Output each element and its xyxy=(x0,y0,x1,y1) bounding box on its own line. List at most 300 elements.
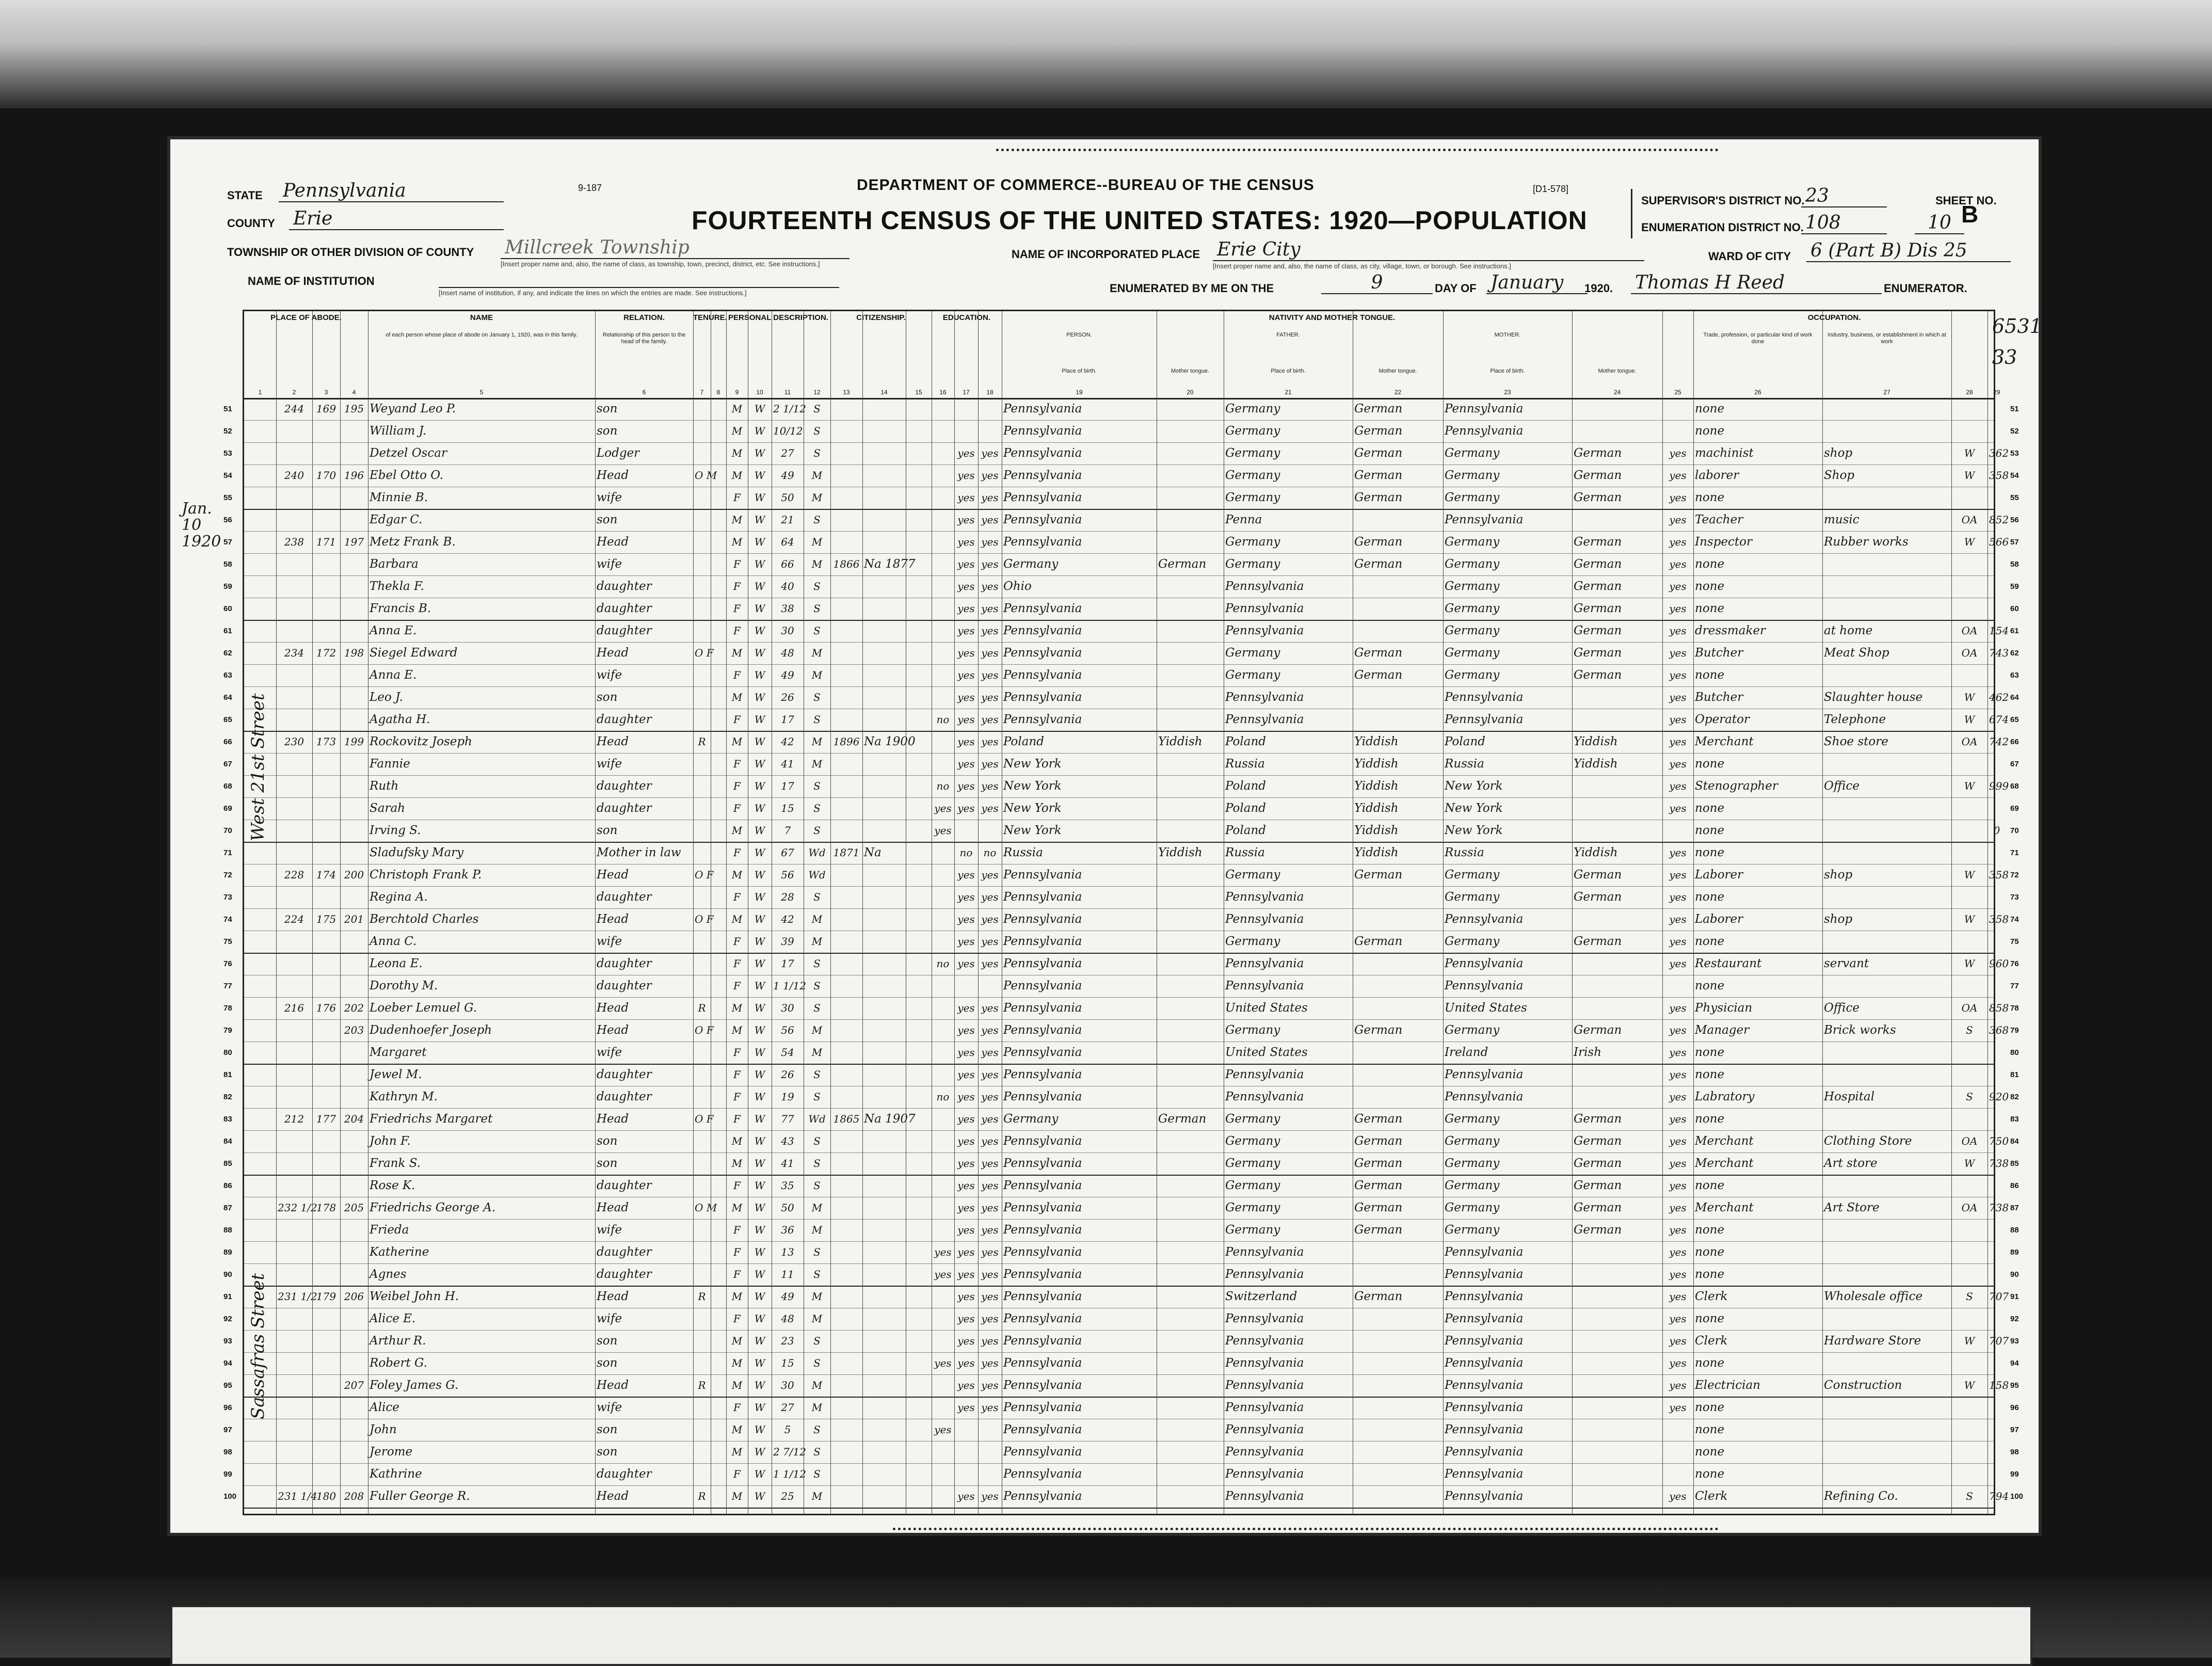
cell-sex: M xyxy=(731,1024,743,1036)
cell-write: yes xyxy=(981,491,999,504)
cell-house xyxy=(278,975,311,997)
cell-race: W xyxy=(754,1379,765,1391)
cell-street xyxy=(246,598,275,620)
cell-marital: S xyxy=(813,514,821,526)
cell-f-tongue: German xyxy=(1354,1157,1403,1170)
cell-write: yes xyxy=(981,1157,999,1170)
cell-name: Christoph Frank P. xyxy=(370,868,482,882)
state-value: Pennsylvania xyxy=(279,181,504,202)
cell-imm xyxy=(832,531,861,553)
cell-f-birth: Germany xyxy=(1225,402,1280,415)
cell-tongue xyxy=(1158,1152,1222,1175)
cell-school: yes xyxy=(934,824,952,837)
cell-dwelling xyxy=(314,1263,339,1286)
cell-occupation: Butcher xyxy=(1695,646,1743,660)
cell-street xyxy=(246,1042,275,1064)
cell-tenure xyxy=(695,842,709,864)
line-number-right: 91 xyxy=(2010,1292,2019,1301)
cell-marital: S xyxy=(813,1179,821,1192)
cell-english: yes xyxy=(1669,1401,1687,1414)
cell-tenure: O M xyxy=(695,469,717,482)
cell-read: yes xyxy=(957,602,975,615)
cell-dwelling xyxy=(314,575,339,598)
cell-street xyxy=(246,642,275,664)
cell-age: 11 xyxy=(781,1268,794,1280)
cell-relation: son xyxy=(597,1356,618,1370)
cell-house xyxy=(278,1064,311,1086)
cell-street xyxy=(246,398,275,420)
cell-race: W xyxy=(754,1179,765,1192)
cell-street xyxy=(246,1463,275,1485)
cell-age: 41 xyxy=(781,1157,794,1170)
cell-industry: Office xyxy=(1824,779,1860,793)
cell-tenure: R xyxy=(698,1490,706,1502)
cell-family xyxy=(342,686,366,709)
cell-sex: M xyxy=(731,1157,743,1170)
cell-occupation: Merchant xyxy=(1695,1157,1754,1170)
cell-write: yes xyxy=(981,780,999,792)
cell-marital: M xyxy=(811,1224,823,1236)
cell-marital: Wd xyxy=(808,846,826,859)
cell-english: yes xyxy=(1669,735,1687,748)
cell-occupation: none xyxy=(1695,1445,1725,1459)
cell-street xyxy=(246,1175,275,1197)
cell-marital: S xyxy=(813,580,821,592)
enumeration-value: 108 xyxy=(1801,213,1887,234)
census-row xyxy=(223,1064,2019,1086)
cell-occupation: laborer xyxy=(1695,469,1739,482)
cell-marital: S xyxy=(813,780,821,792)
cell-birth: Pennsylvania xyxy=(1003,1401,1082,1414)
cell-m-tongue xyxy=(1574,1397,1661,1419)
cell-occupation: none xyxy=(1695,1312,1725,1325)
cell-age: 17 xyxy=(781,780,794,792)
cell-write: yes xyxy=(981,935,999,948)
cell-family: 207 xyxy=(344,1379,364,1391)
cell-f-birth: Pennsylvania xyxy=(1225,1423,1304,1436)
cell-english: yes xyxy=(1669,1224,1687,1236)
census-row xyxy=(223,1441,2019,1464)
cell-f-tongue xyxy=(1354,1330,1441,1352)
line-number-right: 59 xyxy=(2010,582,2019,591)
cell-marital: S xyxy=(813,425,821,437)
cell-m-tongue xyxy=(1574,1419,1661,1441)
cell-sex: F xyxy=(733,713,741,726)
cell-read: yes xyxy=(957,957,975,970)
cell-occupation: Restaurant xyxy=(1695,957,1762,970)
cell-tongue: Yiddish xyxy=(1158,846,1203,859)
cell-house: 224 xyxy=(284,913,304,925)
cell-race: W xyxy=(754,869,765,881)
cell-write: yes xyxy=(981,1113,999,1125)
cell-f-birth: Germany xyxy=(1225,1179,1280,1192)
cell-house: 230 xyxy=(284,735,304,748)
cell-class xyxy=(1953,886,1986,908)
cell-read: yes xyxy=(957,1290,975,1303)
cell-occupation: machinist xyxy=(1695,446,1754,460)
cell-age: 30 xyxy=(781,624,794,637)
cell-code xyxy=(1989,1042,2005,1064)
cell-sex: F xyxy=(733,780,741,792)
cell-marital: S xyxy=(813,1446,821,1458)
cell-race: W xyxy=(754,1312,765,1325)
cell-occupation: none xyxy=(1695,1179,1725,1192)
cell-nat xyxy=(864,797,904,820)
cell-imm xyxy=(832,398,861,420)
cell-dwelling: 176 xyxy=(316,1002,336,1014)
cell-house xyxy=(278,1352,311,1374)
cell-race: W xyxy=(754,647,765,659)
cell-industry xyxy=(1824,931,1950,953)
cell-read: yes xyxy=(957,1335,975,1347)
cell-code: 358 xyxy=(1989,469,2009,482)
cell-m-birth: Pennsylvania xyxy=(1445,1489,1524,1503)
cell-industry xyxy=(1824,1241,1950,1263)
cell-family xyxy=(342,775,366,797)
cell-read: yes xyxy=(957,447,975,459)
cell-f-tongue: German xyxy=(1354,402,1403,415)
cell-read: yes xyxy=(957,713,975,726)
column-number: 17 xyxy=(963,389,970,396)
cell-marital: M xyxy=(811,669,823,681)
line-number-left: 86 xyxy=(223,1181,232,1190)
cell-relation: Head xyxy=(597,735,629,748)
cell-marital: Wd xyxy=(808,869,826,881)
cell-relation: Head xyxy=(597,469,629,482)
cell-race: W xyxy=(754,891,765,903)
cell-marital: S xyxy=(813,1135,821,1147)
cell-tongue xyxy=(1158,1485,1222,1508)
line-number-left: 53 xyxy=(223,448,232,458)
cell-race: W xyxy=(754,957,765,970)
cell-nat xyxy=(864,1219,904,1241)
cell-tongue xyxy=(1158,1219,1222,1241)
cell-english: yes xyxy=(1669,1246,1687,1258)
cell-industry xyxy=(1824,1463,1950,1485)
cell-marital: M xyxy=(811,1202,823,1214)
cell-occupation: none xyxy=(1695,557,1725,571)
cell-name: Kathrine xyxy=(370,1467,422,1481)
cell-school xyxy=(933,464,953,487)
cell-marital: M xyxy=(811,469,823,482)
line-number-left: 88 xyxy=(223,1225,232,1235)
cell-nat xyxy=(864,1330,904,1352)
township-value: Millcreek Township xyxy=(501,237,849,259)
cell-code: 358 xyxy=(1989,913,2009,925)
line-number-left: 83 xyxy=(223,1114,232,1124)
cell-read: no xyxy=(959,846,973,859)
cell-birth: Pennsylvania xyxy=(1003,1046,1082,1059)
cell-m-tongue: German xyxy=(1574,890,1622,904)
census-row xyxy=(223,1263,2019,1287)
cell-occupation: Electrician xyxy=(1695,1379,1760,1392)
cell-m-tongue: Irish xyxy=(1574,1046,1602,1059)
cell-occupation: Merchant xyxy=(1695,735,1754,748)
cell-industry xyxy=(1824,886,1950,908)
cell-birth: Pennsylvania xyxy=(1003,1489,1082,1503)
column-number: 13 xyxy=(843,389,850,396)
cell-race: W xyxy=(754,514,765,526)
line-number-left: 84 xyxy=(223,1136,232,1146)
cell-m-birth: Poland xyxy=(1445,735,1485,748)
cell-industry: Brick works xyxy=(1824,1023,1896,1037)
cell-dwelling xyxy=(314,553,339,575)
cell-m-tongue xyxy=(1574,1441,1661,1463)
cell-occupation: none xyxy=(1695,402,1725,415)
cell-tenure xyxy=(695,664,709,686)
cell-name: Weyand Leo P. xyxy=(370,402,456,415)
cell-class xyxy=(1953,398,1986,420)
cell-dwelling: 173 xyxy=(316,735,336,748)
cell-tongue xyxy=(1158,1064,1222,1086)
cell-f-birth: Pennsylvania xyxy=(1225,1268,1304,1281)
cell-marital: S xyxy=(813,602,821,615)
cell-birth: Pennsylvania xyxy=(1003,1268,1082,1281)
cell-f-tongue xyxy=(1354,1064,1441,1086)
line-number-right: 97 xyxy=(2010,1425,2019,1434)
cell-imm xyxy=(832,820,861,842)
cell-relation: wife xyxy=(597,668,622,682)
cell-m-tongue xyxy=(1574,1330,1661,1352)
cell-sex: M xyxy=(731,1379,743,1391)
cell-age: 54 xyxy=(781,1046,794,1059)
cell-m-birth: Pennsylvania xyxy=(1445,713,1524,726)
cell-family xyxy=(342,931,366,953)
cell-nat: Na 1877 xyxy=(864,557,916,571)
cell-tenure xyxy=(695,509,709,531)
cell-house xyxy=(278,487,311,509)
cell-nat xyxy=(864,1441,904,1463)
cell-age: 35 xyxy=(781,1179,794,1192)
column-rule xyxy=(1662,311,1663,1514)
cell-english: yes xyxy=(1669,802,1687,814)
cell-m-tongue xyxy=(1574,953,1661,975)
cell-relation: daughter xyxy=(597,802,652,815)
nativity-subhead-3: Mother tongue. xyxy=(1379,368,1417,374)
cell-age: 49 xyxy=(781,1290,794,1303)
column-number: 29 xyxy=(1993,389,2000,396)
sheet-number: 10 xyxy=(1915,213,1964,234)
cell-class: W xyxy=(1964,691,1975,703)
cell-school xyxy=(933,398,953,420)
cell-birth: Pennsylvania xyxy=(1003,868,1082,882)
cell-race: W xyxy=(754,1224,765,1236)
cell-m-tongue: German xyxy=(1574,1112,1622,1126)
cell-english xyxy=(1664,1419,1692,1441)
cell-tongue xyxy=(1158,753,1222,775)
cell-industry xyxy=(1824,753,1950,775)
line-number-left: 95 xyxy=(223,1381,232,1390)
cell-street xyxy=(246,975,275,997)
cell-marital: M xyxy=(811,1490,823,1502)
cell-relation: wife xyxy=(597,491,622,504)
cell-occupation: none xyxy=(1695,890,1725,904)
cell-birth: New York xyxy=(1003,757,1062,771)
cell-name: John xyxy=(370,1423,397,1436)
cell-house xyxy=(278,1330,311,1352)
column-number: 4 xyxy=(352,389,356,396)
cell-street xyxy=(246,1485,275,1508)
line-number-left: 73 xyxy=(223,892,232,902)
census-row xyxy=(223,509,2019,532)
cell-imm xyxy=(832,464,861,487)
cell-tongue: Yiddish xyxy=(1158,735,1203,748)
cell-m-tongue xyxy=(1574,797,1661,820)
line-number-left: 61 xyxy=(223,626,232,635)
census-row xyxy=(223,1042,2019,1065)
cell-family: 196 xyxy=(344,469,364,482)
cell-nat xyxy=(864,686,904,709)
cell-m-tongue xyxy=(1574,1485,1661,1508)
cell-tongue xyxy=(1158,1241,1222,1263)
cell-tenure: O M xyxy=(695,1202,717,1214)
cell-name: Robert G. xyxy=(370,1356,427,1370)
census-row xyxy=(223,1397,2019,1419)
cell-race: W xyxy=(754,1335,765,1347)
cell-class: W xyxy=(1964,957,1975,970)
cell-birth: Pennsylvania xyxy=(1003,1157,1082,1170)
cell-class xyxy=(1953,1352,1986,1374)
cell-read: yes xyxy=(957,1357,975,1369)
cell-birth: Pennsylvania xyxy=(1003,1223,1082,1237)
cell-age: 49 xyxy=(781,469,794,482)
cell-family: 206 xyxy=(344,1290,364,1303)
line-number-left: 96 xyxy=(223,1403,232,1412)
column-rule xyxy=(830,311,831,1514)
cell-house xyxy=(278,1175,311,1197)
cell-sex: F xyxy=(733,891,741,903)
cell-marital: S xyxy=(813,403,821,415)
cell-tongue xyxy=(1158,686,1222,709)
cell-school: no xyxy=(936,1091,950,1103)
cell-sex: F xyxy=(733,802,741,814)
county-value: Erie xyxy=(289,209,504,230)
cell-birth: Germany xyxy=(1003,557,1059,571)
cell-f-birth: Pennsylvania xyxy=(1225,1467,1304,1481)
cell-industry: Clothing Store xyxy=(1824,1134,1912,1148)
cell-read: yes xyxy=(957,780,975,792)
cell-f-birth: Pennsylvania xyxy=(1225,912,1304,926)
cell-tenure xyxy=(695,709,709,731)
cell-english xyxy=(1664,398,1692,420)
line-number-left: 85 xyxy=(223,1159,232,1168)
cell-tongue xyxy=(1158,1308,1222,1330)
cell-school xyxy=(933,487,953,509)
cell-tongue xyxy=(1158,864,1222,886)
cell-code xyxy=(1989,1263,2005,1286)
line-number-right: 72 xyxy=(2010,870,2019,879)
nativity-subhead-4: Place of birth. xyxy=(1490,368,1525,374)
cell-m-tongue xyxy=(1574,1064,1661,1086)
line-number-right: 84 xyxy=(2010,1136,2019,1146)
cell-f-tongue xyxy=(1354,686,1441,709)
cell-birth: Pennsylvania xyxy=(1003,424,1082,438)
cell-dwelling xyxy=(314,1374,339,1397)
cell-occupation: none xyxy=(1695,1112,1725,1126)
cell-write: yes xyxy=(981,1179,999,1192)
cell-age: 67 xyxy=(781,846,794,859)
cell-occupation: Operator xyxy=(1695,713,1750,726)
column-rule xyxy=(1951,311,1952,1514)
cell-m-tongue: German xyxy=(1574,1179,1622,1192)
cell-sex: M xyxy=(731,869,743,881)
cell-class xyxy=(1953,598,1986,620)
census-row xyxy=(223,820,2019,843)
cell-age: 38 xyxy=(781,602,794,615)
cell-class xyxy=(1953,1463,1986,1485)
sheet-label: SHEET NO. xyxy=(1935,194,1997,207)
cell-f-tongue: German xyxy=(1354,668,1403,682)
cell-name: Detzel Oscar xyxy=(370,446,447,460)
cell-house xyxy=(278,1152,311,1175)
cell-class xyxy=(1953,575,1986,598)
cell-sex: M xyxy=(731,447,743,459)
column-rule xyxy=(1572,311,1573,1514)
cell-school xyxy=(933,1463,953,1485)
cell-tenure xyxy=(695,575,709,598)
cell-dwelling xyxy=(314,1130,339,1152)
cell-f-birth: Russia xyxy=(1225,757,1265,771)
line-number-left: 89 xyxy=(223,1247,232,1257)
cell-nat xyxy=(864,620,904,642)
cell-m-tongue: German xyxy=(1574,602,1622,615)
line-number-right: 55 xyxy=(2010,493,2019,502)
cell-nat xyxy=(864,1308,904,1330)
cell-industry: shop xyxy=(1824,446,1853,460)
line-number-right: 52 xyxy=(2010,426,2019,436)
cell-marital: M xyxy=(811,1024,823,1036)
cell-industry xyxy=(1824,420,1950,442)
cell-read: yes xyxy=(957,869,975,881)
cell-street xyxy=(246,1019,275,1042)
cell-m-tongue: German xyxy=(1574,935,1622,948)
cell-occupation: none xyxy=(1695,1245,1725,1259)
cell-tongue xyxy=(1158,1419,1222,1441)
cell-tenure: O F xyxy=(695,1024,714,1036)
cell-write: yes xyxy=(981,1135,999,1147)
cell-m-birth: Pennsylvania xyxy=(1445,1245,1524,1259)
cell-industry xyxy=(1824,398,1950,420)
cell-industry: Slaughter house xyxy=(1824,691,1923,704)
cell-race: W xyxy=(754,913,765,925)
census-row xyxy=(223,398,2019,421)
cell-m-tongue: German xyxy=(1574,868,1622,882)
cell-f-birth: Pennsylvania xyxy=(1225,602,1304,615)
column-rule xyxy=(1822,311,1823,1514)
cell-name: Leona E. xyxy=(370,957,423,970)
column-number: 18 xyxy=(986,389,993,396)
cell-tenure xyxy=(695,1397,709,1419)
cell-nat xyxy=(864,1419,904,1441)
cell-marital: S xyxy=(813,1246,821,1258)
cell-m-tongue: German xyxy=(1574,446,1622,460)
cell-tenure xyxy=(695,1308,709,1330)
cell-school xyxy=(933,620,953,642)
cell-tongue xyxy=(1158,1441,1222,1463)
census-row xyxy=(223,1419,2019,1441)
cell-code xyxy=(1989,598,2005,620)
cell-sex: M xyxy=(731,425,743,437)
cell-birth: Pennsylvania xyxy=(1003,402,1082,415)
census-row xyxy=(223,975,2019,998)
cell-sex: M xyxy=(731,824,743,837)
cell-write: yes xyxy=(981,536,999,548)
cell-read xyxy=(956,1441,976,1463)
cell-school: yes xyxy=(934,1268,952,1280)
cell-english: yes xyxy=(1669,514,1687,526)
cell-school xyxy=(933,1152,953,1175)
cell-dwelling xyxy=(314,1352,339,1374)
